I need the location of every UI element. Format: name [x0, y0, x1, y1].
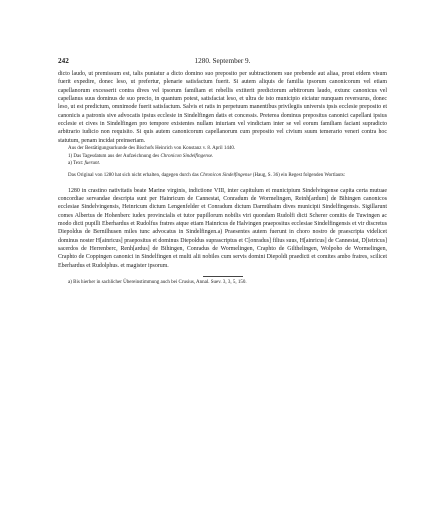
regest-paragraph: 1280 in crastino nativitatis beate Marine virginis, indictione VIII, inter capitulum et municipium Sindelvingense capita certa mutuae concordiae servandae descripta sunt per Hainricum de Cannestat, Conradum de Wormelingen, Reinh[ardum] de Bihingen canonicos ecclesiae Sindelvingensis, Heinricum dictum Lengenfelder et Conradum dictum Darmühaim dives municipii Sindelfingensis. Sigillarunt comes Albertus de Hohenberc iudex provincialis et tutor pupillorum nobilis viri quondam Rudolfi dicti Scherer comitis de Tuwingen ac modo dicti pupilli Eberhardus et Rudolfus fratres atque etiam Hainricus de Halvingen praepositus ecclesiae Sindelfingensis et vir discretus Diepoldus de Bernilhusen miles tunc advocatus in Sindelfingen.a) Praesentes autem fuerunt in choro nostro de praescripta videlicet dominus noster H[ainricus] praepositus et dominus Diepoldus suprascriptus et C[onradus] filius suus, H[ainricus] de Cannestat, D[ietricus] sacerdos de Herrenberc, Renh[ardus] de Bihingen, Conradus de Wormelingen, Craphto de Gilthelingen, Wolpoho de Wormelingen, Craphto de Coppingen canonici in Sindelfingen et multi alii nobiles cum servis domini Diepoldi praedicti et comites ambo fratres, scilicet Eberhardus et Rudolphus. et magister ipsorum. [58, 187, 387, 269]
footnote-1-source: Chronicon Sindelfingense. [160, 153, 214, 159]
spacer [58, 180, 387, 187]
page-body [58, 70, 387, 287]
footnote-a-text: fuerunt. [84, 160, 101, 166]
footnote-1-text: 1) Das Tagesdatum aus der Aufzeichnung des [68, 153, 160, 159]
bottom-footnote: a) Bis hierher in sachlicher Übereinstimmung auch bei Crusius, Annal. Suev. 3, 3, 5, 150. [68, 280, 247, 286]
original-note [58, 172, 387, 179]
original-note-title: Chronicon Sindelfingense [199, 173, 252, 179]
original-note-before: Das Original von 1280 hat sich nicht erhalten, dagegen durch das [68, 173, 199, 179]
footnote-a-label: a) Text: [68, 160, 84, 166]
footnote-1 [58, 153, 387, 160]
page-header [58, 57, 387, 67]
running-title-date: 1280. September 9. [194, 57, 251, 65]
footnote-a [58, 160, 387, 167]
charter-text-paragraph: dicto laudo, ut premissum est, talis puniatur a dicto domino suo preposito per subtractionem sue prebende aut aliaa, prout eidem visum fuerit expedire, donec leso, ut prefertur, plenarie satisfactum fuerit. Si autem aliquis de familia ipsorum canonicorum vel etiam capellanorum excesserit contra dives vel ipsorum familiam et rebellis extiterit predictorum arbitrorum laudo, extunc canonicus vel capellanus suus dominus de suo precio, in quantum potest, satisfaciat leso, et ultra de isto municipio eiciatur nunquam reversurus, donec leso, ut est predictum, omnimode fuerit satisfactum. Salvis et ratis in perpetuum manentibus privilegiis universis ipsis ecclesie preposito et canonicis a patronis sive advocatis ipsius ecclesie in Sindelfingen datis et concessis. Preterea dominus prepositus canonici capellani ipsius ecclesie et cives in Sindelfingen pro tempore existentes nullam iniuriam vel vindictam inter se vel eorum familiam faciant supradicto arbitrario iudicio non requisito. Si quis autem canonicorum capellanorum cum preposito vel civium suum temerario veneri contra hoc statutum, penam incidat preinseriam. [58, 71, 387, 144]
page-number: 242 [58, 57, 69, 65]
footnote-rule [203, 276, 243, 277]
source-note: Aus der Bestätigungsurkunde des Bischofs Heinrich von Konstanz v. 8. April 1440. [68, 146, 236, 152]
original-note-after: (Haug, S. 36) ein Regest folgenden Wortlauts: [252, 173, 346, 179]
